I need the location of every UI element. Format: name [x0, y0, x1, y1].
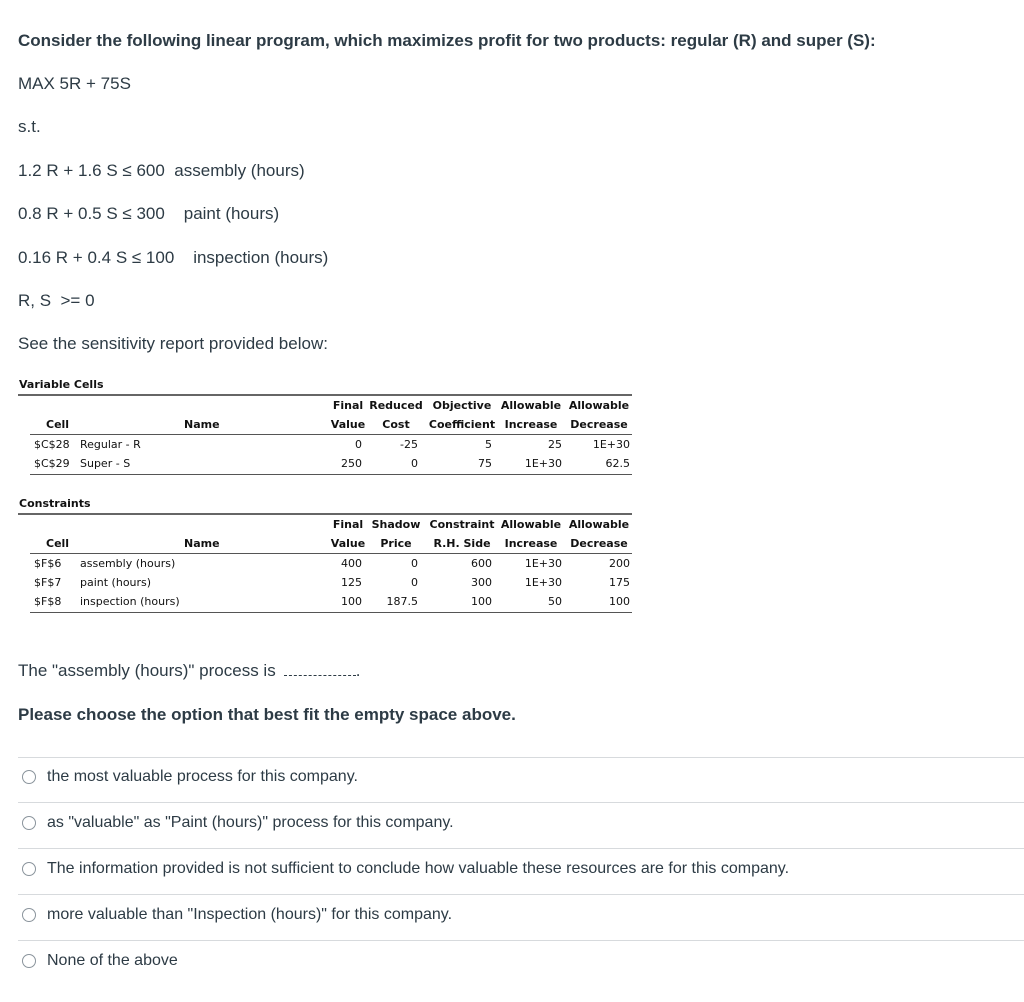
- var-hdr-name: Name: [184, 418, 220, 431]
- con-row-cell: $F$6: [34, 557, 62, 570]
- statement-text: The "assembly (hours)" process is: [18, 661, 276, 680]
- var-hdr-allow-inc: Allowable: [500, 399, 562, 412]
- con-row-cell: $F$8: [34, 595, 62, 608]
- con-row-shadow-price: 187.5: [386, 595, 418, 608]
- con-hdr-name: Name: [184, 537, 220, 550]
- see-report-text: See the sensitivity report provided below:: [18, 334, 328, 353]
- var-hdr-increase: Increase: [504, 418, 558, 431]
- con-hdr-increase: Increase: [504, 537, 558, 550]
- var-row-value: 0: [355, 438, 362, 451]
- con-hdr-shadow: Shadow: [371, 518, 421, 531]
- option-none-of-the-above[interactable]: [18, 950, 1018, 980]
- report-rule: [30, 474, 632, 475]
- var-hdr-objective: Objective: [432, 399, 492, 412]
- con-hdr-constraint: Constraint: [429, 518, 495, 531]
- con-row-name: inspection (hours): [80, 595, 180, 608]
- question-intro: Consider the following linear program, which maximizes profit for two products: regular (R) and super (S):: [18, 31, 876, 50]
- radio-button[interactable]: [22, 770, 36, 784]
- objective-function: MAX 5R + 75S: [18, 74, 131, 93]
- constraint-assembly: 1.2 R + 1.6 S ≤ 600 assembly (hours): [18, 161, 305, 180]
- variable-cells-title: Variable Cells: [19, 378, 104, 391]
- option-divider: [18, 802, 1024, 803]
- con-hdr-value: Value: [330, 537, 366, 550]
- var-hdr-allow-dec: Allowable: [568, 399, 630, 412]
- con-row-value: 400: [341, 557, 362, 570]
- nonnegativity: R, S >= 0: [18, 291, 95, 310]
- con-hdr-rhs: R.H. Side: [433, 537, 491, 550]
- option-most-valuable[interactable]: [18, 766, 1018, 796]
- option-divider: [18, 848, 1024, 849]
- constraint-inspection: 0.16 R + 0.4 S ≤ 100 inspection (hours): [18, 248, 329, 267]
- con-row-cell: $F$7: [34, 576, 62, 589]
- radio-button[interactable]: [22, 862, 36, 876]
- var-row-name: Regular - R: [80, 438, 141, 451]
- report-rule: [30, 553, 632, 554]
- con-hdr-allow-inc: Allowable: [500, 518, 562, 531]
- con-row-rhs: 600: [471, 557, 492, 570]
- option-label[interactable]: more valuable than "Inspection (hours)" for this company.: [47, 906, 453, 923]
- var-row-allow-dec: 62.5: [605, 457, 630, 470]
- con-row-allow-inc: 1E+30: [524, 576, 562, 589]
- var-row-allow-inc: 1E+30: [524, 457, 562, 470]
- var-row-reduced-cost: 0: [411, 457, 418, 470]
- var-hdr-cell: Cell: [46, 418, 70, 431]
- con-row-allow-inc: 1E+30: [524, 557, 562, 570]
- var-hdr-coefficient: Coefficient: [428, 418, 496, 431]
- var-row-name: Super - S: [80, 457, 131, 470]
- var-hdr-reduced: Reduced: [369, 399, 423, 412]
- radio-button[interactable]: [22, 908, 36, 922]
- con-row-allow-dec: 200: [609, 557, 630, 570]
- con-row-name: paint (hours): [80, 576, 152, 589]
- report-rule: [18, 513, 632, 515]
- option-divider: [18, 940, 1024, 941]
- con-hdr-allow-dec: Allowable: [568, 518, 630, 531]
- option-insufficient-information[interactable]: [18, 858, 1018, 888]
- var-row-cell: $C$28: [34, 438, 70, 451]
- report-rule: [30, 434, 632, 435]
- var-hdr-value: Value: [330, 418, 366, 431]
- con-hdr-price: Price: [380, 537, 412, 550]
- con-hdr-decrease: Decrease: [570, 537, 628, 550]
- constraints-title: Constraints: [19, 497, 91, 510]
- option-divider: [18, 757, 1024, 758]
- var-row-allow-dec: 1E+30: [592, 438, 630, 451]
- con-hdr-final: Final: [332, 518, 364, 531]
- option-divider: [18, 894, 1024, 895]
- option-label[interactable]: the most valuable process for this company.: [47, 768, 358, 785]
- var-hdr-decrease: Decrease: [570, 418, 628, 431]
- con-row-name: assembly (hours): [80, 557, 176, 570]
- var-row-reduced-cost: -25: [400, 438, 418, 451]
- constraint-paint: 0.8 R + 0.5 S ≤ 300 paint (hours): [18, 204, 280, 223]
- option-as-valuable-as-paint[interactable]: [18, 812, 1018, 842]
- con-row-value: 100: [341, 595, 362, 608]
- con-row-shadow-price: 0: [411, 557, 418, 570]
- con-row-rhs: 300: [471, 576, 492, 589]
- radio-button[interactable]: [22, 816, 36, 830]
- con-row-allow-inc: 50: [548, 595, 562, 608]
- con-row-shadow-price: 0: [411, 576, 418, 589]
- con-row-value: 125: [341, 576, 362, 589]
- var-row-obj-coef: 5: [485, 438, 492, 451]
- report-rule: [18, 394, 632, 396]
- con-hdr-cell: Cell: [46, 537, 70, 550]
- var-row-value: 250: [341, 457, 362, 470]
- report-rule: [30, 612, 632, 613]
- option-label[interactable]: as "valuable" as "Paint (hours)" process for this company.: [47, 814, 454, 831]
- subject-to-label: s.t.: [18, 117, 41, 136]
- question-statement: [18, 661, 360, 681]
- option-label[interactable]: None of the above: [47, 952, 178, 969]
- var-row-allow-inc: 25: [548, 438, 562, 451]
- statement-end: .: [355, 661, 361, 680]
- var-row-obj-coef: 75: [478, 457, 492, 470]
- answer-blank: [284, 663, 356, 676]
- option-more-valuable-than-inspection[interactable]: [18, 904, 1018, 934]
- var-row-cell: $C$29: [34, 457, 70, 470]
- option-label[interactable]: The information provided is not sufficient to conclude how valuable these resources are for this company.: [47, 860, 790, 877]
- question-prompt: Please choose the option that best fit the empty space above.: [18, 705, 516, 724]
- con-row-rhs: 100: [471, 595, 492, 608]
- var-hdr-final: Final: [332, 399, 364, 412]
- var-hdr-cost: Cost: [382, 418, 410, 431]
- con-row-allow-dec: 100: [609, 595, 630, 608]
- con-row-allow-dec: 175: [609, 576, 630, 589]
- radio-button[interactable]: [22, 954, 36, 968]
